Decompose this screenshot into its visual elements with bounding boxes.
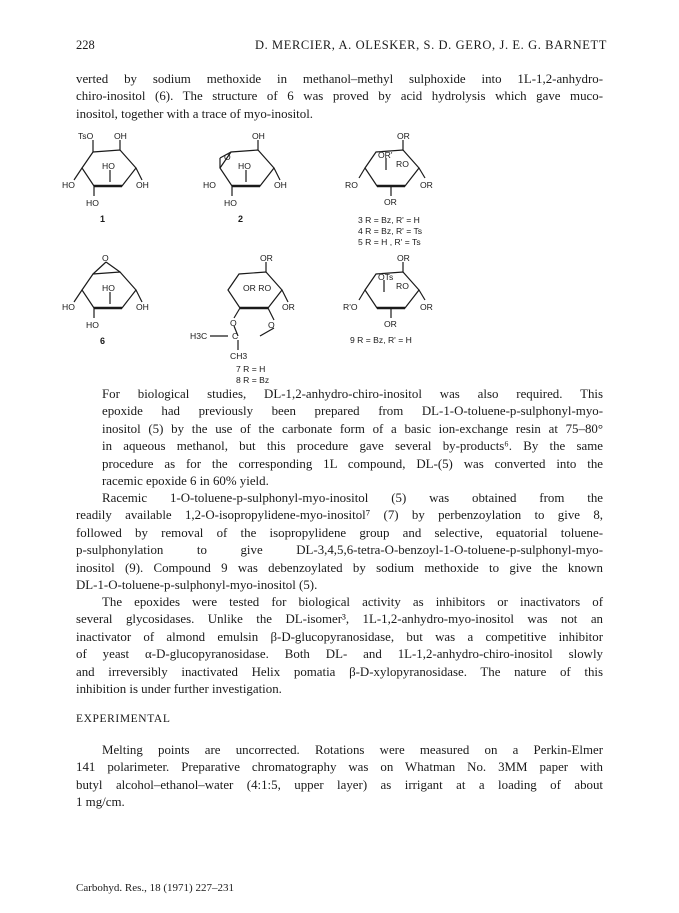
legend-line: 7 R = H	[236, 364, 266, 374]
or-label: OR	[260, 253, 273, 263]
ho-label: HO	[203, 180, 216, 190]
ho-label: HO	[102, 283, 115, 293]
intro-paragraph	[76, 71, 603, 123]
structure-3-4-5	[345, 131, 433, 247]
epoxide-o-label: O	[224, 152, 231, 162]
text-line: butyl alcohol–ethanol–water (4:1:5, upper layer) as irrigant at a loading of about	[76, 777, 603, 792]
paragraph	[76, 386, 603, 490]
oh-label: OH	[114, 131, 127, 141]
running-title: D. MERCIER, A. OLESKER, S. D. GERO, J. E. G. BARNETT	[254, 38, 607, 52]
text-line: and irreversibly inactivated Helix pomatia β-D-xylopyranosidase. The nature of this	[76, 664, 603, 679]
c-label: C	[232, 331, 239, 341]
ho-label: HO	[224, 198, 237, 208]
oh-label: OH	[136, 180, 149, 190]
text-line: Racemic 1-O-toluene-p-sulphonyl-myo-inositol (5) was obtained from the	[102, 491, 603, 505]
text-line: of yeast α-D-glucopyranosidase. Both DL- and 1L-1,2-anhydro-chiro-inositol slowly	[76, 647, 603, 662]
text-line: 1 mg/cm.	[76, 795, 125, 810]
text-line: inositol, together with a trace of myo-inositol.	[76, 106, 313, 121]
or-label: OR	[282, 302, 295, 312]
ho-label: HO	[62, 302, 75, 312]
text-line: readily available 1,2-O-isopropylidene-myo-inositol⁷ (7) by perbenzoylation to give 8,	[76, 508, 603, 523]
ro-label: RO	[396, 281, 409, 291]
journal-citation: Carbohyd. Res., 18 (1971) 227–231	[76, 882, 234, 894]
or-prime-label: OR'	[378, 150, 393, 160]
structure-1	[62, 131, 149, 224]
or-label: OR	[397, 253, 410, 263]
text-line: racemic epoxide 6 in 60% yield.	[102, 474, 269, 489]
or-label: OR	[420, 180, 433, 190]
text-line: chiro-inositol (6). The structure of 6 was proved by acid hydrolysis which gave muco-	[76, 89, 603, 104]
page-number: 228	[76, 38, 95, 52]
text-line: inositol (9). Compound 9 was debenzoylated by sodium methoxide to give the known	[76, 560, 603, 575]
structure-9	[343, 253, 433, 345]
ho-label: HO	[238, 161, 251, 171]
or-ro-label: OR RO	[243, 283, 272, 293]
legend-line: 3 R = Bz, R' = H	[358, 215, 420, 225]
text-line: several glycosidases. Unlike the DL-isomer³, 1L-1,2-anhydro-myo-inositol was not an	[76, 612, 603, 627]
epoxide-o-label: O	[102, 253, 109, 263]
text-line: inactivator of almond emulsin β-D-glucopyranosidase, but was a competitive inhibitor	[76, 629, 603, 644]
paragraph	[76, 594, 603, 698]
text-line: Melting points are uncorrected. Rotations were measured on a Perkin-Elmer	[102, 743, 603, 757]
ho-label: HO	[102, 161, 115, 171]
ho-label: HO	[86, 198, 99, 208]
section-heading: EXPERIMENTAL	[76, 713, 171, 725]
ro-prime-label: R'O	[343, 302, 358, 312]
or-label: OR	[397, 131, 410, 141]
ho-label: HO	[62, 180, 75, 190]
oh-label: OH	[274, 180, 287, 190]
text-line: followed by removal of the isopropylidene group and selective, equatorial toluene-	[76, 525, 603, 540]
text-line: DL-1-O-toluene-p-sulphonyl-myo-inositol (5).	[76, 578, 318, 593]
legend-line: 4 R = Bz, R' = Ts	[358, 226, 423, 236]
text-line: 141 polarimeter. Preparative chromatography was on Whatman No. 3MM paper with	[76, 760, 603, 775]
legend-line: 8 R = Bz	[236, 375, 270, 383]
text-line: procedure as for the corresponding 1L compound, DL-(5) was converted into the	[102, 456, 603, 471]
ro-label: RO	[345, 180, 358, 190]
text-line: p-sulphonylation to give DL-3,4,5,6-tetra-O-benzoyl-1-O-toluene-p-sulphonyl-myo-	[76, 543, 603, 558]
o-label: O	[268, 320, 275, 330]
h3c-label: H3C	[190, 331, 208, 341]
paragraph	[76, 490, 603, 594]
oh-label: OH	[136, 302, 149, 312]
or-label: OR	[384, 319, 397, 329]
text-line: verted by sodium methoxide in methanol–methyl sulphoxide into 1L-1,2-anhydro-	[76, 72, 603, 86]
compound-number: 1	[100, 214, 106, 224]
text-line: The epoxides were tested for biological activity as inhibitors or inactivators of	[102, 595, 603, 609]
or-label: OR	[384, 197, 397, 207]
text-line: For biological studies, DL-1,2-anhydro-chiro-inositol was also required. This	[102, 387, 603, 401]
compound-number: 2	[238, 214, 244, 224]
experimental-paragraph	[76, 742, 603, 812]
legend-line: 9 R = Bz, R' = H	[350, 335, 412, 345]
legend-line: 5 R = H , R' = Ts	[358, 237, 421, 247]
text-line: in aqueous methanol, but this procedure gave several by-products⁶. By the same	[102, 439, 603, 454]
or-label: OR	[420, 302, 433, 312]
o-label: O	[230, 318, 237, 328]
structure-2	[203, 131, 287, 224]
ho-label: HO	[86, 320, 99, 330]
ch3-label: CH3	[230, 351, 248, 361]
text-line: epoxide had previously been prepared from DL-1-O-toluene-p-sulphonyl-myo-	[102, 404, 603, 419]
structure-7-8	[190, 253, 295, 383]
structure-6	[62, 253, 149, 346]
text-line: inositol (5) by the use of the carbonate form of a basic ion-exchange resin at 75–80°	[102, 421, 603, 436]
chemical-structures-scheme	[60, 128, 500, 383]
ro-label: RO	[396, 159, 409, 169]
text-line: inhibition is under further investigation.	[76, 682, 282, 697]
ots-label: OTs	[378, 272, 394, 282]
oh-label: OH	[252, 131, 265, 141]
tso-label: TsO	[78, 131, 94, 141]
compound-number: 6	[100, 336, 106, 346]
